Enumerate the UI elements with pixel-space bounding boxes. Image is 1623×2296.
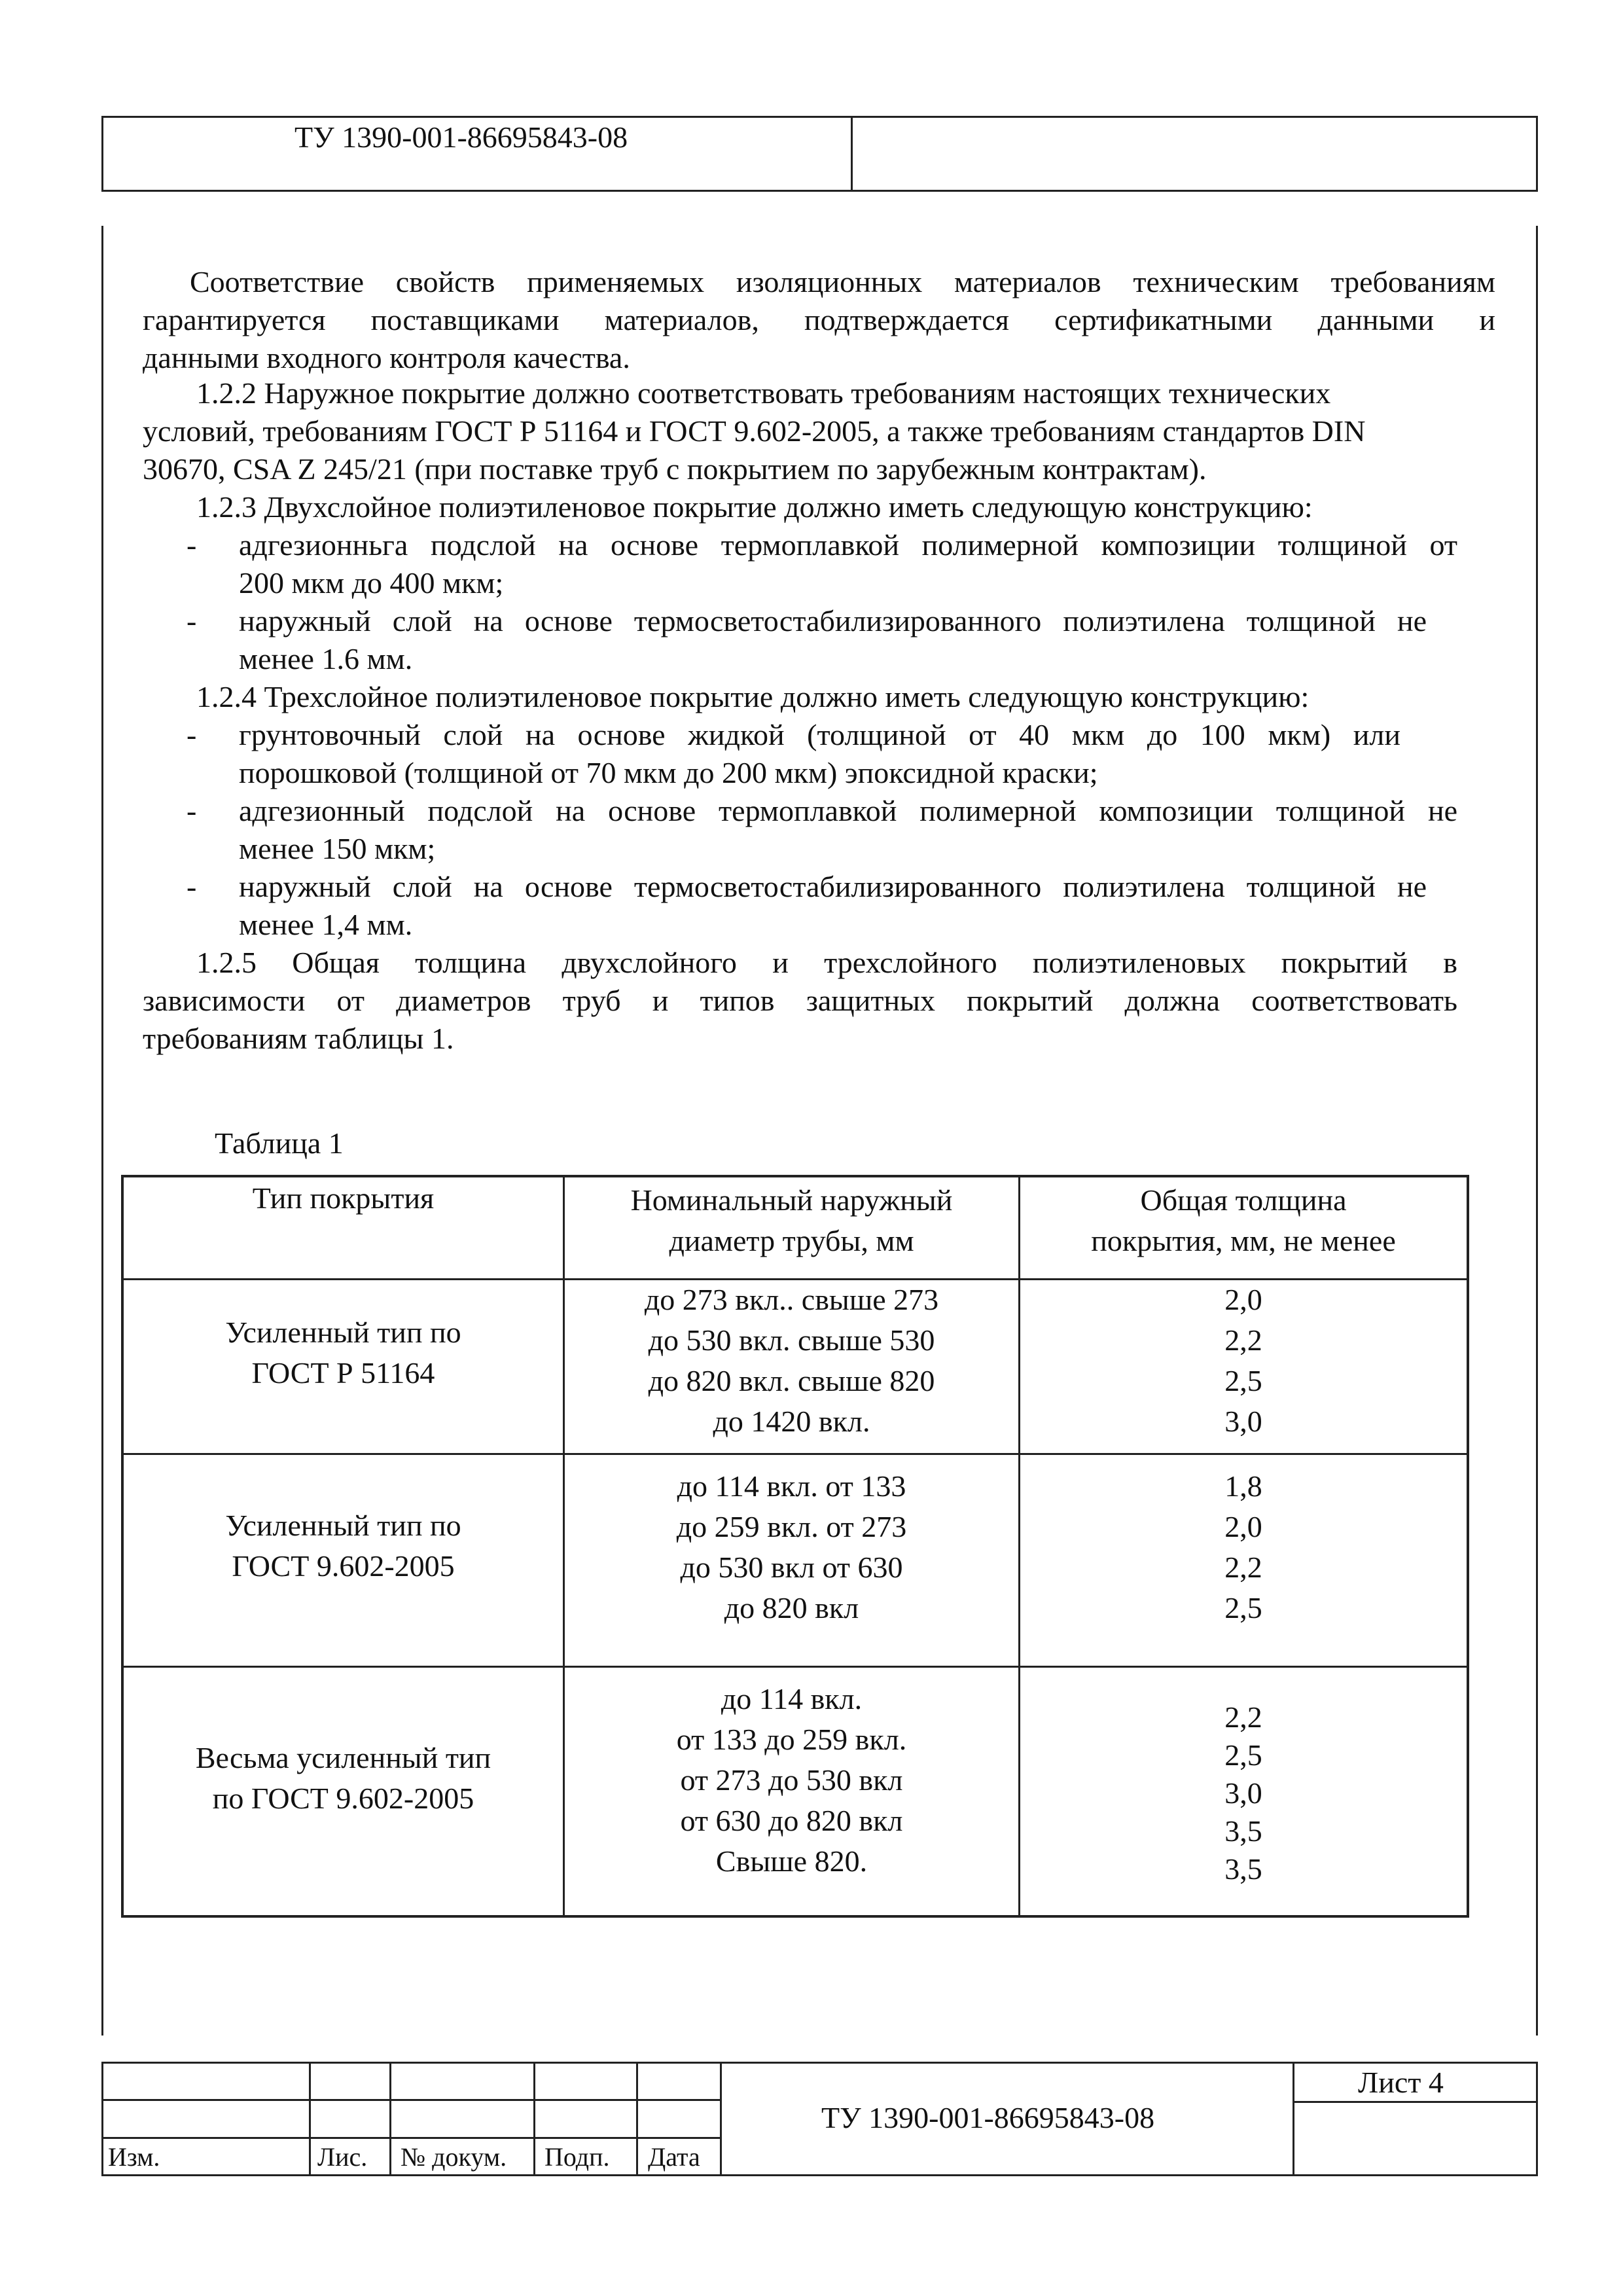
list-dash: - bbox=[187, 870, 197, 903]
cell-line: до 1420 вкл. bbox=[713, 1405, 870, 1438]
footer-sheet-line bbox=[1293, 2101, 1538, 2103]
row1-diameters bbox=[565, 1280, 1018, 1442]
para-125-line-2: зависимости от диаметров труб и типов защитных покрытий должна соответствовать bbox=[143, 984, 1457, 1017]
cell-line: до 820 вкл bbox=[724, 1591, 859, 1624]
cell-line: Свыше 820. bbox=[715, 1844, 868, 1878]
row2-diameters bbox=[565, 1466, 1018, 1628]
cell-line: 2,2 bbox=[1224, 1700, 1262, 1734]
th-coating-type bbox=[124, 1178, 563, 1219]
cell-line: 2,2 bbox=[1224, 1323, 1262, 1357]
cell-line: от 273 до 530 вкл bbox=[680, 1763, 903, 1797]
cell-line: до 114 вкл. bbox=[721, 1682, 863, 1715]
cell-line: 2,0 bbox=[1224, 1283, 1262, 1316]
footer-label-doc: № докум. bbox=[401, 2142, 507, 2172]
footer-label-izm: Изм. bbox=[108, 2142, 160, 2172]
cell-line: до 530 вкл. свыше 530 bbox=[648, 1323, 935, 1357]
para-125-line-3: требованиям таблицы 1. bbox=[143, 1022, 454, 1055]
th-line: Тип покрытия bbox=[252, 1181, 435, 1215]
cell-line: 2,5 bbox=[1224, 1591, 1262, 1624]
th-line: покрытия, мм, не менее bbox=[1091, 1224, 1396, 1257]
row3-type bbox=[124, 1738, 563, 1819]
header-divider bbox=[851, 116, 853, 192]
footer-col-line bbox=[720, 2062, 722, 2176]
row3-diameters bbox=[565, 1679, 1018, 1882]
footer-col-line bbox=[1293, 2062, 1294, 2176]
cell-line: до 259 вкл. от 273 bbox=[676, 1510, 907, 1543]
footer-col-line bbox=[389, 2062, 391, 2176]
footer-label-podp: Подп. bbox=[544, 2142, 610, 2172]
cell-line: 2,5 bbox=[1224, 1364, 1262, 1397]
row1-type bbox=[124, 1312, 563, 1393]
footer-label-lis: Лис. bbox=[317, 2142, 368, 2172]
list-dash: - bbox=[187, 604, 197, 637]
footer-col-line bbox=[636, 2062, 638, 2176]
header-doc-code: ТУ 1390-001-86695843-08 bbox=[294, 120, 628, 154]
row2-thickness bbox=[1020, 1466, 1467, 1628]
para-124: 1.2.4 Трехслойное полиэтиленовое покрытие должно иметь следующую конструкцию: bbox=[196, 680, 1310, 713]
p124-item-2-line-2: менее 150 мкм; bbox=[239, 832, 436, 865]
footer-sheet-number: Лист 4 bbox=[1358, 2066, 1444, 2099]
th-diameter bbox=[565, 1180, 1018, 1261]
footer-label-date: Дата bbox=[648, 2142, 700, 2172]
para-125-line-1: 1.2.5 Общая толщина двухслойного и трехслойного полиэтиленовых покрытий в bbox=[196, 946, 1457, 979]
footer-doc-code: ТУ 1390-001-86695843-08 bbox=[821, 2101, 1155, 2134]
para-122-line-1: 1.2.2 Наружное покрытие должно соответствовать требованиям настоящих технических bbox=[196, 376, 1331, 410]
p124-item-1-line-2: порошковой (толщиной от 70 мкм до 200 мкм) эпоксидной краски; bbox=[239, 756, 1098, 789]
footer-row-line bbox=[101, 2137, 721, 2139]
th-line: Номинальный наружный bbox=[630, 1183, 953, 1217]
cell-line: 3,0 bbox=[1224, 1405, 1262, 1438]
para-intro-line-3: данными входного контроля качества. bbox=[143, 341, 630, 374]
p123-item-2-line-1: наружный слой на основе термосветостабилизированного полиэтилена толщиной не bbox=[239, 604, 1427, 637]
table-row-divider bbox=[121, 1453, 1469, 1455]
th-thickness bbox=[1020, 1180, 1467, 1261]
cell-line: ГОСТ 9.602-2005 bbox=[232, 1549, 455, 1583]
cell-line: до 530 вкл от 630 bbox=[680, 1551, 903, 1584]
para-intro-line-2: гарантируется поставщиками материалов, подтверждается сертификатными данными и bbox=[143, 303, 1495, 336]
cell-line: 3,5 bbox=[1224, 1852, 1262, 1886]
frame-right-line bbox=[1536, 226, 1538, 2036]
cell-line: Весьма усиленный тип bbox=[195, 1741, 491, 1774]
p124-item-3-line-2: менее 1,4 мм. bbox=[239, 908, 413, 941]
para-123: 1.2.3 Двухслойное полиэтиленовое покрытие должно иметь следующую конструкцию: bbox=[196, 490, 1313, 524]
cell-line: Усиленный тип по bbox=[225, 1316, 461, 1349]
row1-thickness bbox=[1020, 1280, 1467, 1442]
table-caption: Таблица 1 bbox=[215, 1126, 344, 1160]
cell-line: до 114 вкл. от 133 bbox=[677, 1469, 906, 1503]
cell-line: 1,8 bbox=[1224, 1469, 1262, 1503]
p123-item-1-line-2: 200 мкм до 400 мкм; bbox=[239, 566, 504, 600]
table-row-divider bbox=[121, 1666, 1469, 1668]
cell-line: ГОСТ Р 51164 bbox=[251, 1356, 435, 1390]
para-intro-line-1: Соответствие свойств применяемых изоляционных материалов техническим требованиям bbox=[190, 265, 1495, 298]
cell-line: 3,5 bbox=[1224, 1814, 1262, 1848]
frame-left-line bbox=[101, 226, 103, 2036]
para-122-line-3: 30670, CSA Z 245/21 (при поставке труб с покрытием по зарубежным контрактам). bbox=[143, 452, 1207, 486]
footer-row-line bbox=[101, 2099, 721, 2101]
cell-line: от 133 до 259 вкл. bbox=[676, 1723, 907, 1756]
th-line: диаметр трубы, мм bbox=[669, 1224, 914, 1257]
cell-line: Усиленный тип по bbox=[225, 1509, 461, 1542]
p124-item-3-line-1: наружный слой на основе термосветостабилизированного полиэтилена толщиной не bbox=[239, 870, 1427, 903]
cell-line: до 820 вкл. свыше 820 bbox=[648, 1364, 935, 1397]
row3-thickness bbox=[1020, 1698, 1467, 1888]
cell-line: 2,5 bbox=[1224, 1738, 1262, 1772]
cell-line: по ГОСТ 9.602-2005 bbox=[212, 1782, 474, 1815]
cell-line: 2,2 bbox=[1224, 1551, 1262, 1584]
p124-item-2-line-1: адгезионный подслой на основе термоплавкой полимерной композиции толщиной не bbox=[239, 794, 1457, 827]
p123-item-1-line-1: адгезионньга подслой на основе термоплавкой полимерной композиции толщиной от bbox=[239, 528, 1457, 562]
cell-line: до 273 вкл.. свыше 273 bbox=[644, 1283, 939, 1316]
p124-item-1-line-1: грунтовочный слой на основе жидкой (толщиной от 40 мкм до 100 мкм) или bbox=[239, 718, 1400, 751]
footer-col-line bbox=[309, 2062, 311, 2176]
footer-col-line bbox=[533, 2062, 535, 2176]
list-dash: - bbox=[187, 528, 197, 562]
list-dash: - bbox=[187, 718, 197, 751]
p123-item-2-line-2: менее 1.6 мм. bbox=[239, 642, 413, 675]
th-line: Общая толщина bbox=[1140, 1183, 1347, 1217]
cell-line: 2,0 bbox=[1224, 1510, 1262, 1543]
cell-line: от 630 до 820 вкл bbox=[680, 1804, 903, 1837]
cell-line: 3,0 bbox=[1224, 1776, 1262, 1810]
row2-type bbox=[124, 1505, 563, 1587]
list-dash: - bbox=[187, 794, 197, 827]
para-122-line-2: условий, требованиям ГОСТ Р 51164 и ГОСТ 9.602-2005, а также требованиям стандартов DIN bbox=[143, 414, 1366, 448]
